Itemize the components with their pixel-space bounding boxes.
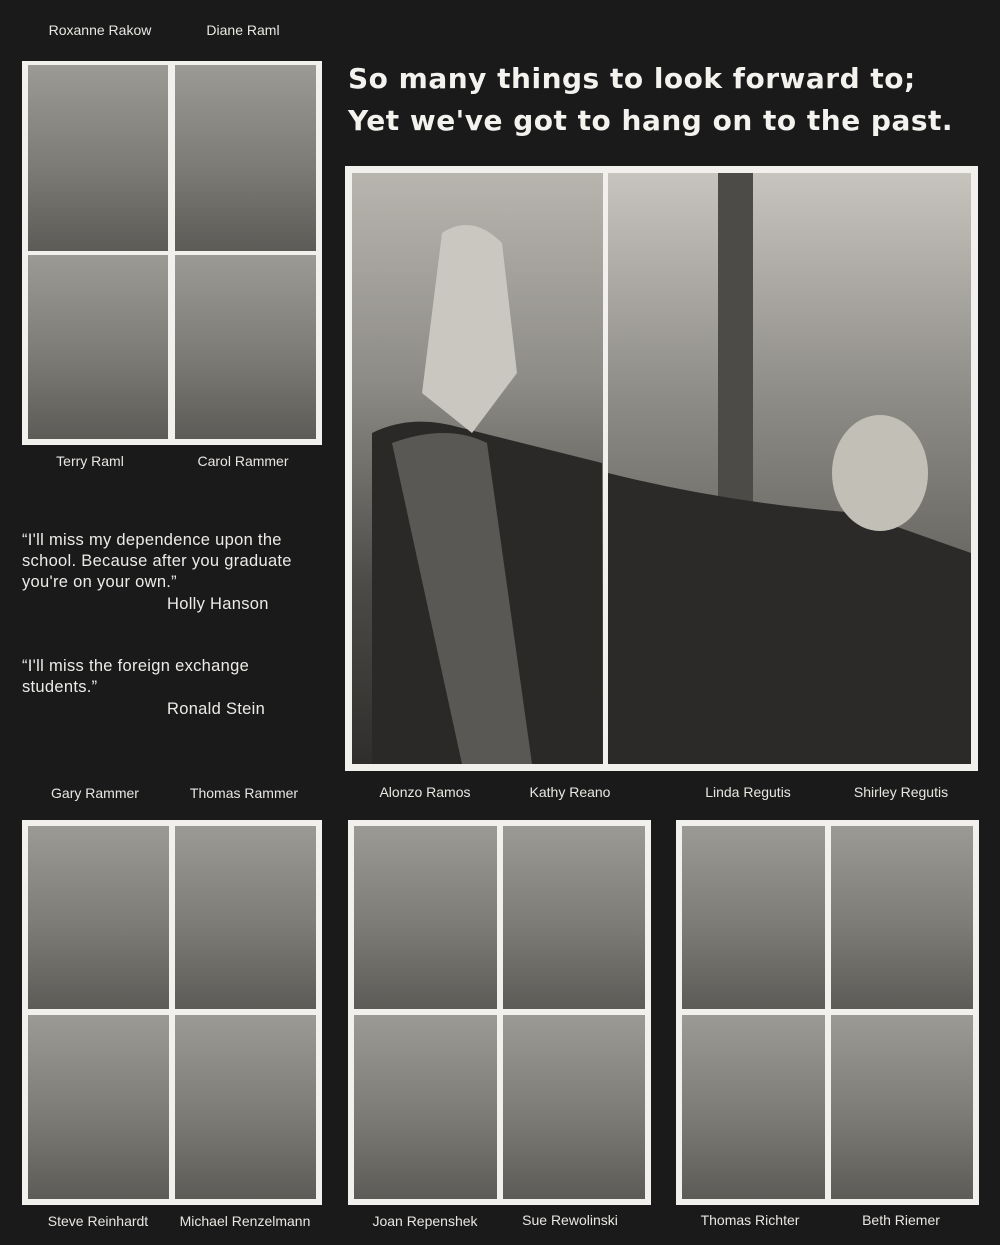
portrait-photo: [175, 1015, 316, 1199]
reclining-girl-photo: [608, 173, 971, 764]
portrait-name: Thomas Richter: [700, 1212, 800, 1228]
portrait-name: Beth Riemer: [862, 1212, 940, 1228]
portrait-name: Sue Rewolinski: [522, 1212, 618, 1228]
portrait-name: Gary Rammer: [51, 785, 139, 801]
quote-block: [22, 656, 322, 720]
portrait-frame: [22, 820, 322, 1205]
portrait-photo: [503, 826, 645, 1009]
portrait-name: Carol Rammer: [197, 453, 289, 469]
headline-line-2: Yet we've got to hang on to the past.: [348, 104, 954, 137]
portrait-name: Kathy Reano: [529, 784, 611, 800]
portrait-name: Alonzo Ramos: [379, 784, 471, 800]
portrait-frame: [348, 820, 651, 1205]
portrait-photo: [28, 255, 168, 439]
portrait-name: Terry Raml: [56, 453, 124, 469]
portrait-name: Michael Renzelmann: [179, 1213, 311, 1229]
quote-block: [22, 530, 322, 615]
headline: [348, 58, 988, 142]
portrait-photo: [682, 1015, 825, 1199]
portrait-name: Linda Regutis: [705, 784, 791, 800]
portrait-photo: [28, 826, 169, 1009]
portrait-frame: [676, 820, 979, 1205]
portrait-photo: [175, 826, 316, 1009]
portrait-photo: [682, 826, 825, 1009]
playground-slide-photo: [352, 173, 603, 764]
headline-line-1: So many things to look forward to;: [348, 62, 916, 95]
portrait-photo: [28, 1015, 169, 1199]
portrait-name: Thomas Rammer: [189, 785, 299, 801]
portrait-photo: [831, 826, 973, 1009]
portrait-frame: [22, 61, 322, 445]
candid-photo-frame: [345, 166, 978, 771]
portrait-photo: [354, 826, 497, 1009]
portrait-photo: [175, 65, 316, 251]
portrait-name: Steve Reinhardt: [47, 1213, 149, 1229]
portrait-photo: [831, 1015, 973, 1199]
portrait-name: Diane Raml: [206, 22, 280, 38]
portrait-photo: [354, 1015, 497, 1199]
portrait-photo: [28, 65, 168, 251]
quote-author: Holly Hanson: [167, 595, 269, 613]
quote-text: “I'll miss my dependence upon the school. Because after you graduate you're on your own.”: [22, 531, 292, 591]
portrait-name: Shirley Regutis: [853, 784, 949, 800]
quote-text: “I'll miss the foreign exchange students.”: [22, 657, 250, 696]
quote-author: Ronald Stein: [167, 700, 266, 718]
portrait-photo: [175, 255, 316, 439]
portrait-name: Roxanne Rakow: [48, 22, 152, 38]
portrait-name: Joan Repenshek: [372, 1213, 478, 1229]
portrait-photo: [503, 1015, 645, 1199]
